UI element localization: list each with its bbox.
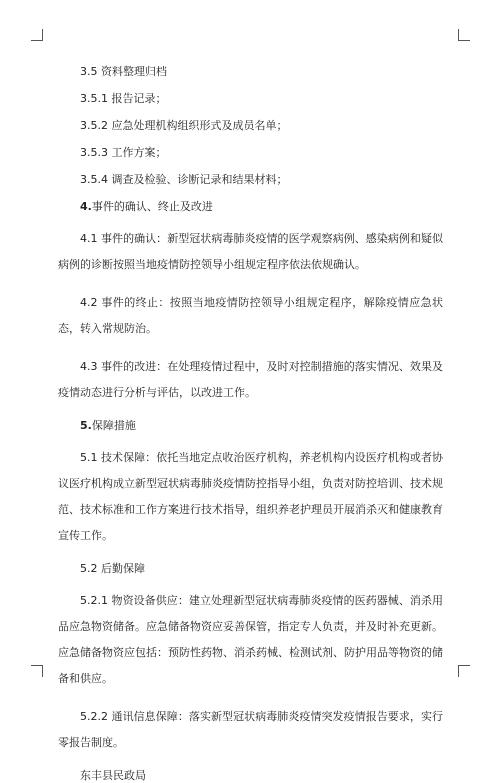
document-body bbox=[58, 64, 443, 783]
section-5-number: 5. bbox=[80, 419, 92, 432]
section-5-heading bbox=[58, 418, 443, 433]
section-4-title: 事件的确认、终止及改进 bbox=[91, 200, 213, 213]
crop-mark-top-right bbox=[458, 29, 470, 41]
section-3-5-heading: 3.5 资料整理归档 bbox=[80, 65, 167, 78]
paragraph-5-1: 5.1 技术保障：依托当地定点收治医疗机构，养老机构内设医疗机构或者协议医疗机构成立新型冠状病毒肺炎疫情防控指导小组，负责对防控培训、技术规范、技术标准和工作方案进行技术指导，组织养老护理员开展消杀灭和健康教育宣传工作。 bbox=[58, 451, 443, 542]
section-5-2-heading: 5.2 后勤保障 bbox=[80, 562, 145, 575]
paragraph-4-1: 4.1 事件的确认：新型冠状病毒肺炎疫情的医学观察病例、感染病例和疑似病例的诊断按照当地疫情防控领导小组规定程序依法依规确认。 bbox=[58, 232, 443, 271]
item-3-5-4: 3.5.4 调查及检验、诊断记录和结果材料； bbox=[80, 173, 288, 186]
item-3-5-3: 3.5.3 工作方案； bbox=[80, 146, 167, 159]
section-4-number: 4. bbox=[80, 200, 92, 213]
item-3-5-1: 3.5.1 报告记录； bbox=[80, 92, 167, 105]
crop-mark-bottom-left bbox=[31, 665, 43, 677]
crop-mark-top-left bbox=[31, 29, 43, 41]
paragraph-4-3: 4.3 事件的改进：在处理疫情过程中，及时对控制措施的落实情况、效果及疫情动态进行分析与评估，以改进工作。 bbox=[58, 360, 443, 399]
section-4-heading bbox=[58, 199, 443, 214]
item-3-5-2: 3.5.2 应急处理机构组织形式及成员名单； bbox=[80, 119, 288, 132]
crop-mark-bottom-right bbox=[458, 665, 470, 677]
paragraph-4-2: 4.2 事件的终止：按照当地疫情防控领导小组规定程序，解除疫情应急状态，转入常规防治。 bbox=[58, 296, 443, 335]
section-5-title: 保障措施 bbox=[91, 419, 136, 432]
paragraph-5-2-1: 5.2.1 物资设备供应：建立处理新型冠状病毒肺炎疫情的医药器械、消杀用品应急物资储备。应急储备物资应妥善保管，指定专人负责，并及时补充更新。应急储备物资应包括：预防性药物、消杀药械、检测试剂、防护用品等物资的储备和供应。 bbox=[58, 594, 443, 685]
paragraph-5-2-2: 5.2.2 通讯信息保障：落实新型冠状病毒肺炎疫情突发疫情报告要求，实行零报告制度。 bbox=[58, 710, 443, 749]
issuer-signature: 东丰县民政局 bbox=[80, 769, 146, 782]
